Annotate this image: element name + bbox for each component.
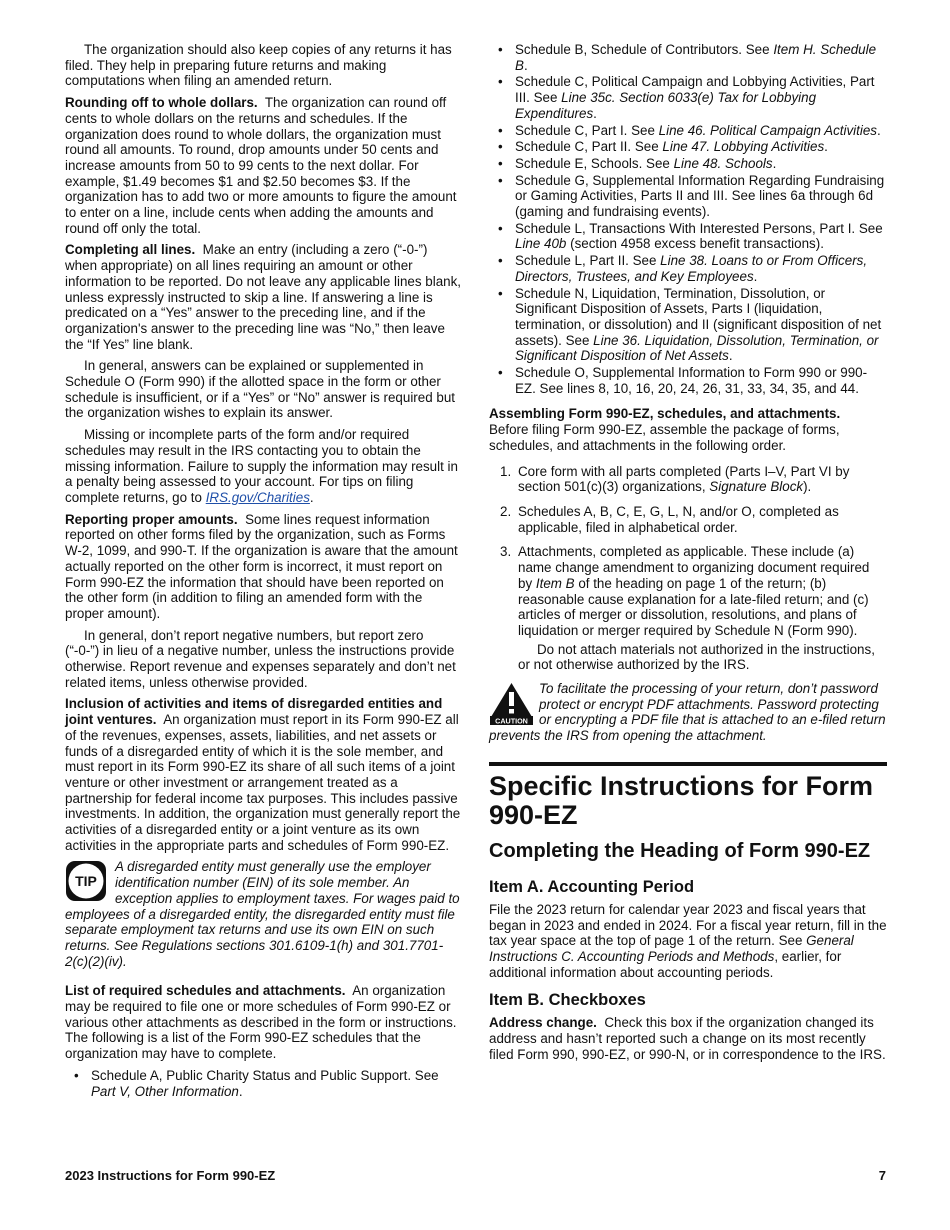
paragraph-required-schedules: List of required schedules and attachments. An organization may be required to file one or more schedules of Form 990-EZ or various other attachments as described in the form or instructions. The following is a list of the Form 990-EZ schedules that the organization may have to complete. [65,983,457,1062]
page-number: 7 [878,1168,886,1183]
paragraph-item-a: File the 2023 return for calendar year 2023 and fiscal years that began in 2023 and ended in 2024. For a fiscal year return, fill in the tax year space at the top of page 1 of the return. See General Instructions C. Accounting Periods and Methods, earlier, for additional information about accounting periods. [489,901,887,980]
list-item: • Schedule O, Supplemental Information to Form 990 or 990-EZ. See lines 8, 10, 16, 20, 24, 26, 31, 33, 34, 35, and 44. [489,365,887,396]
paragraph-general-answers: In general, answers can be explained or supplemented in Schedule O (Form 990) if the allotted space in the form or other schedule is insufficient, or if a “Yes” or “No” answer is required but the organization wishes to explain its answer. [65,358,455,421]
paragraph-do-not-attach: Do not attach materials not authorized in the instructions, or not otherwise authorized by the IRS. [518,641,875,673]
list-item: • Schedule B, Schedule of Contributors. See Item H. Schedule B. [489,42,887,73]
list-item: • Schedule A, Public Charity Status and Public Support. See Part V, Other Information. [65,1068,461,1099]
left-column [65,42,461,1100]
paragraph-disregarded-entities: Inclusion of activities and items of disregarded entities and joint ventures. An organization must report in its Form 990-EZ all of the revenues, expenses, assets, liabilities, and net assets or funds of a disregarded entity of which it is the sole member, and must report in its Form 990-EZ its share of all such items of a joint venture or other investment or arrangement treated as a partnership for federal income tax purposes. This includes passive investments. In addition, the organization must generally report the activities of a disregarded entity or a joint venture as its own activities in the appropriate parts and schedules of Form 990-EZ. [65,696,461,853]
run-in-heading: List of required schedules and attachments. [65,983,346,999]
footer-title: 2023 Instructions for Form 990-EZ [65,1168,276,1183]
paragraph-rounding: Rounding off to whole dollars. The organization can round off cents to whole dollars on the returns and schedules. If the organization does round to whole dollars, the organization must round all amounts. To round, drop amounts under 50 cents and increase amounts from 50 to 99 cents to the next dollar. For example, $1.49 becomes $1 and $2.50 becomes $3. If the organization has to add two or more amounts to figure the amount to enter on a line, include cents when adding the amounts and round off only the total. [65,95,457,236]
paragraph-keep-copies: The organization should also keep copies of any returns it has filed. They help in preparing future returns and making computations when filing an amended return. [65,42,452,89]
paragraph-reporting-amounts: Reporting proper amounts. Some lines request information reported on other forms filed by the organization, such as Forms W-2, 1099, and 990-T. If the organization is aware that the amount actually reported on the other form is incorrect, it must report on Form 990-EZ the information that should have been reported on the other form (in addition to filing an amended form with the proper amount). [65,511,458,621]
tip-badge-label: TIP [75,873,97,890]
list-item: 2. Schedules A, B, C, E, G, L, N, and/or O, completed as applicable, filed in alphabetical order. [500,503,839,535]
page-footer [65,1168,886,1184]
list-item: 1. Core form with all parts completed (Parts I–V, Part VI by section 501(c)(3) organizations, Signature Block). [500,463,850,495]
run-in-heading: Inclusion of activities and items of disregarded entities and joint ventures. [65,696,443,728]
run-in-heading: Rounding off to whole dollars. [65,95,258,111]
list-item: • Schedule L, Transactions With Interested Persons, Part I. See Line 40b (section 4958 excess benefit transactions). [489,221,887,252]
paragraph-negative-numbers: In general, don’t report negative numbers, but report zero (“-0-”) in lieu of a negative number, unless the instructions provide otherwise. Report revenue and expenses separately and don’t net related items, unless otherwise provided. [65,627,456,690]
caution-icon [489,681,534,725]
paragraph-assembling: Assembling Form 990-EZ, schedules, and attachments. Before filing Form 990-EZ, assemble the package of forms, schedules, and attachments in the following order. [489,406,841,453]
list-item: • Schedule C, Part I. See Line 46. Political Campaign Activities. [489,123,887,139]
paragraph-missing-parts: Missing or incomplete parts of the form and/or required schedules may result in the IRS contacting you to obtain the missing information. Failure to supply the information may result in a penalty being assessed to your account. For tips on filing complete returns, go to IRS.gov/Charities. [65,427,458,505]
run-in-heading: Completing all lines. [65,242,196,258]
tip-icon [65,860,107,902]
schedule-list-right [489,42,887,396]
tip-text: A disregarded entity must generally use the employer identification number (EIN) of its sole member. An exception applies to employment taxes. For wages paid to employees of a disregarded entity, the disregarded entity must file separate employment tax returns and use its own EIN on such returns. See Regulations sections 301.6109-1(h) and 301.7701-2(c)(2)(iv). [65,859,460,969]
tip-badge [65,859,113,903]
paragraph-completing-lines: Completing all lines. Make an entry (including a zero (“-0-”) when appropriate) on all lines requiring an amount or other information to be reported. Do not leave any applicable lines blank, unless expressly instructed to skip a line. If answering a line is predicated on a “Yes” answer to the preceding line, and if the organization's answer to the preceding line was “No,” then leave the “If Yes” line blank. [65,242,462,352]
paragraph-address-change: Address change. Check this box if the organization changed its address and hasn’t reported such a change on its most recently filed Form 990, 990-EZ, or 990-N, or in correspondence to the IRS. [489,1015,886,1062]
section-title: Specific Instructions for Form 990-EZ [489,762,887,830]
caution-badge-label: CAUTION [495,716,528,726]
caution-text: To facilitate the processing of your return, don’t password protect or encrypt PDF attachments. Password protecting or encrypting a PDF file that is attached to an e-filed return prevents the IRS from opening the attachment. [489,681,886,744]
tip-note [65,859,461,969]
schedule-list-left [65,1068,461,1099]
run-in-heading: Reporting proper amounts. [65,511,238,527]
item-a-title: Item A. Accounting Period [489,877,695,896]
caution-badge [489,681,537,725]
subsection-title: Completing the Heading of Form 990-EZ [489,839,871,862]
list-item: • Schedule G, Supplemental Information Regarding Fundraising or Gaming Activities, Parts II and III. See lines 6a through 6d (gaming and fundraising events). [489,173,887,220]
run-in-heading: Assembling Form 990-EZ, schedules, and attachments. [489,406,841,422]
assembly-order-list [489,464,887,639]
list-item: • Schedule N, Liquidation, Termination, Dissolution, or Significant Disposition of Assets, Parts I (liquidation, termination, or dissolution) and II (significant disposition of net assets). See Line 36. Liquidation, Dissolution, Termination, or Significant Disposition of Net Assets. [489,286,887,365]
list-item: • Schedule C, Part II. See Line 47. Lobbying Activities. [489,139,887,155]
list-item: 3. Attachments, completed as applicable. These include (a) name change amendment to organizing document required by Item B of the heading on page 1 of the return; (b) reasonable cause explanation for a late-filed return; and (c) articles of merger or dissolution, resolutions, and plans of liquidation or merger required by Schedule N (Form 990). [500,544,870,638]
run-in-heading: Address change. [489,1015,597,1031]
irs-charities-link[interactable]: IRS.gov/Charities [205,489,310,505]
list-item: • Schedule E, Schools. See Line 48. Schools. [489,156,887,172]
list-item: • Schedule C, Political Campaign and Lobbying Activities, Part III. See Line 35c. Section 6033(e) Tax for Lobbying Expenditures. [489,74,887,121]
list-item: • Schedule L, Part II. See Line 38. Loans to or From Officers, Directors, Trustees, and Key Employees. [489,253,887,284]
right-column [489,42,887,1068]
caution-note [489,681,887,744]
item-b-title: Item B. Checkboxes [489,991,646,1010]
